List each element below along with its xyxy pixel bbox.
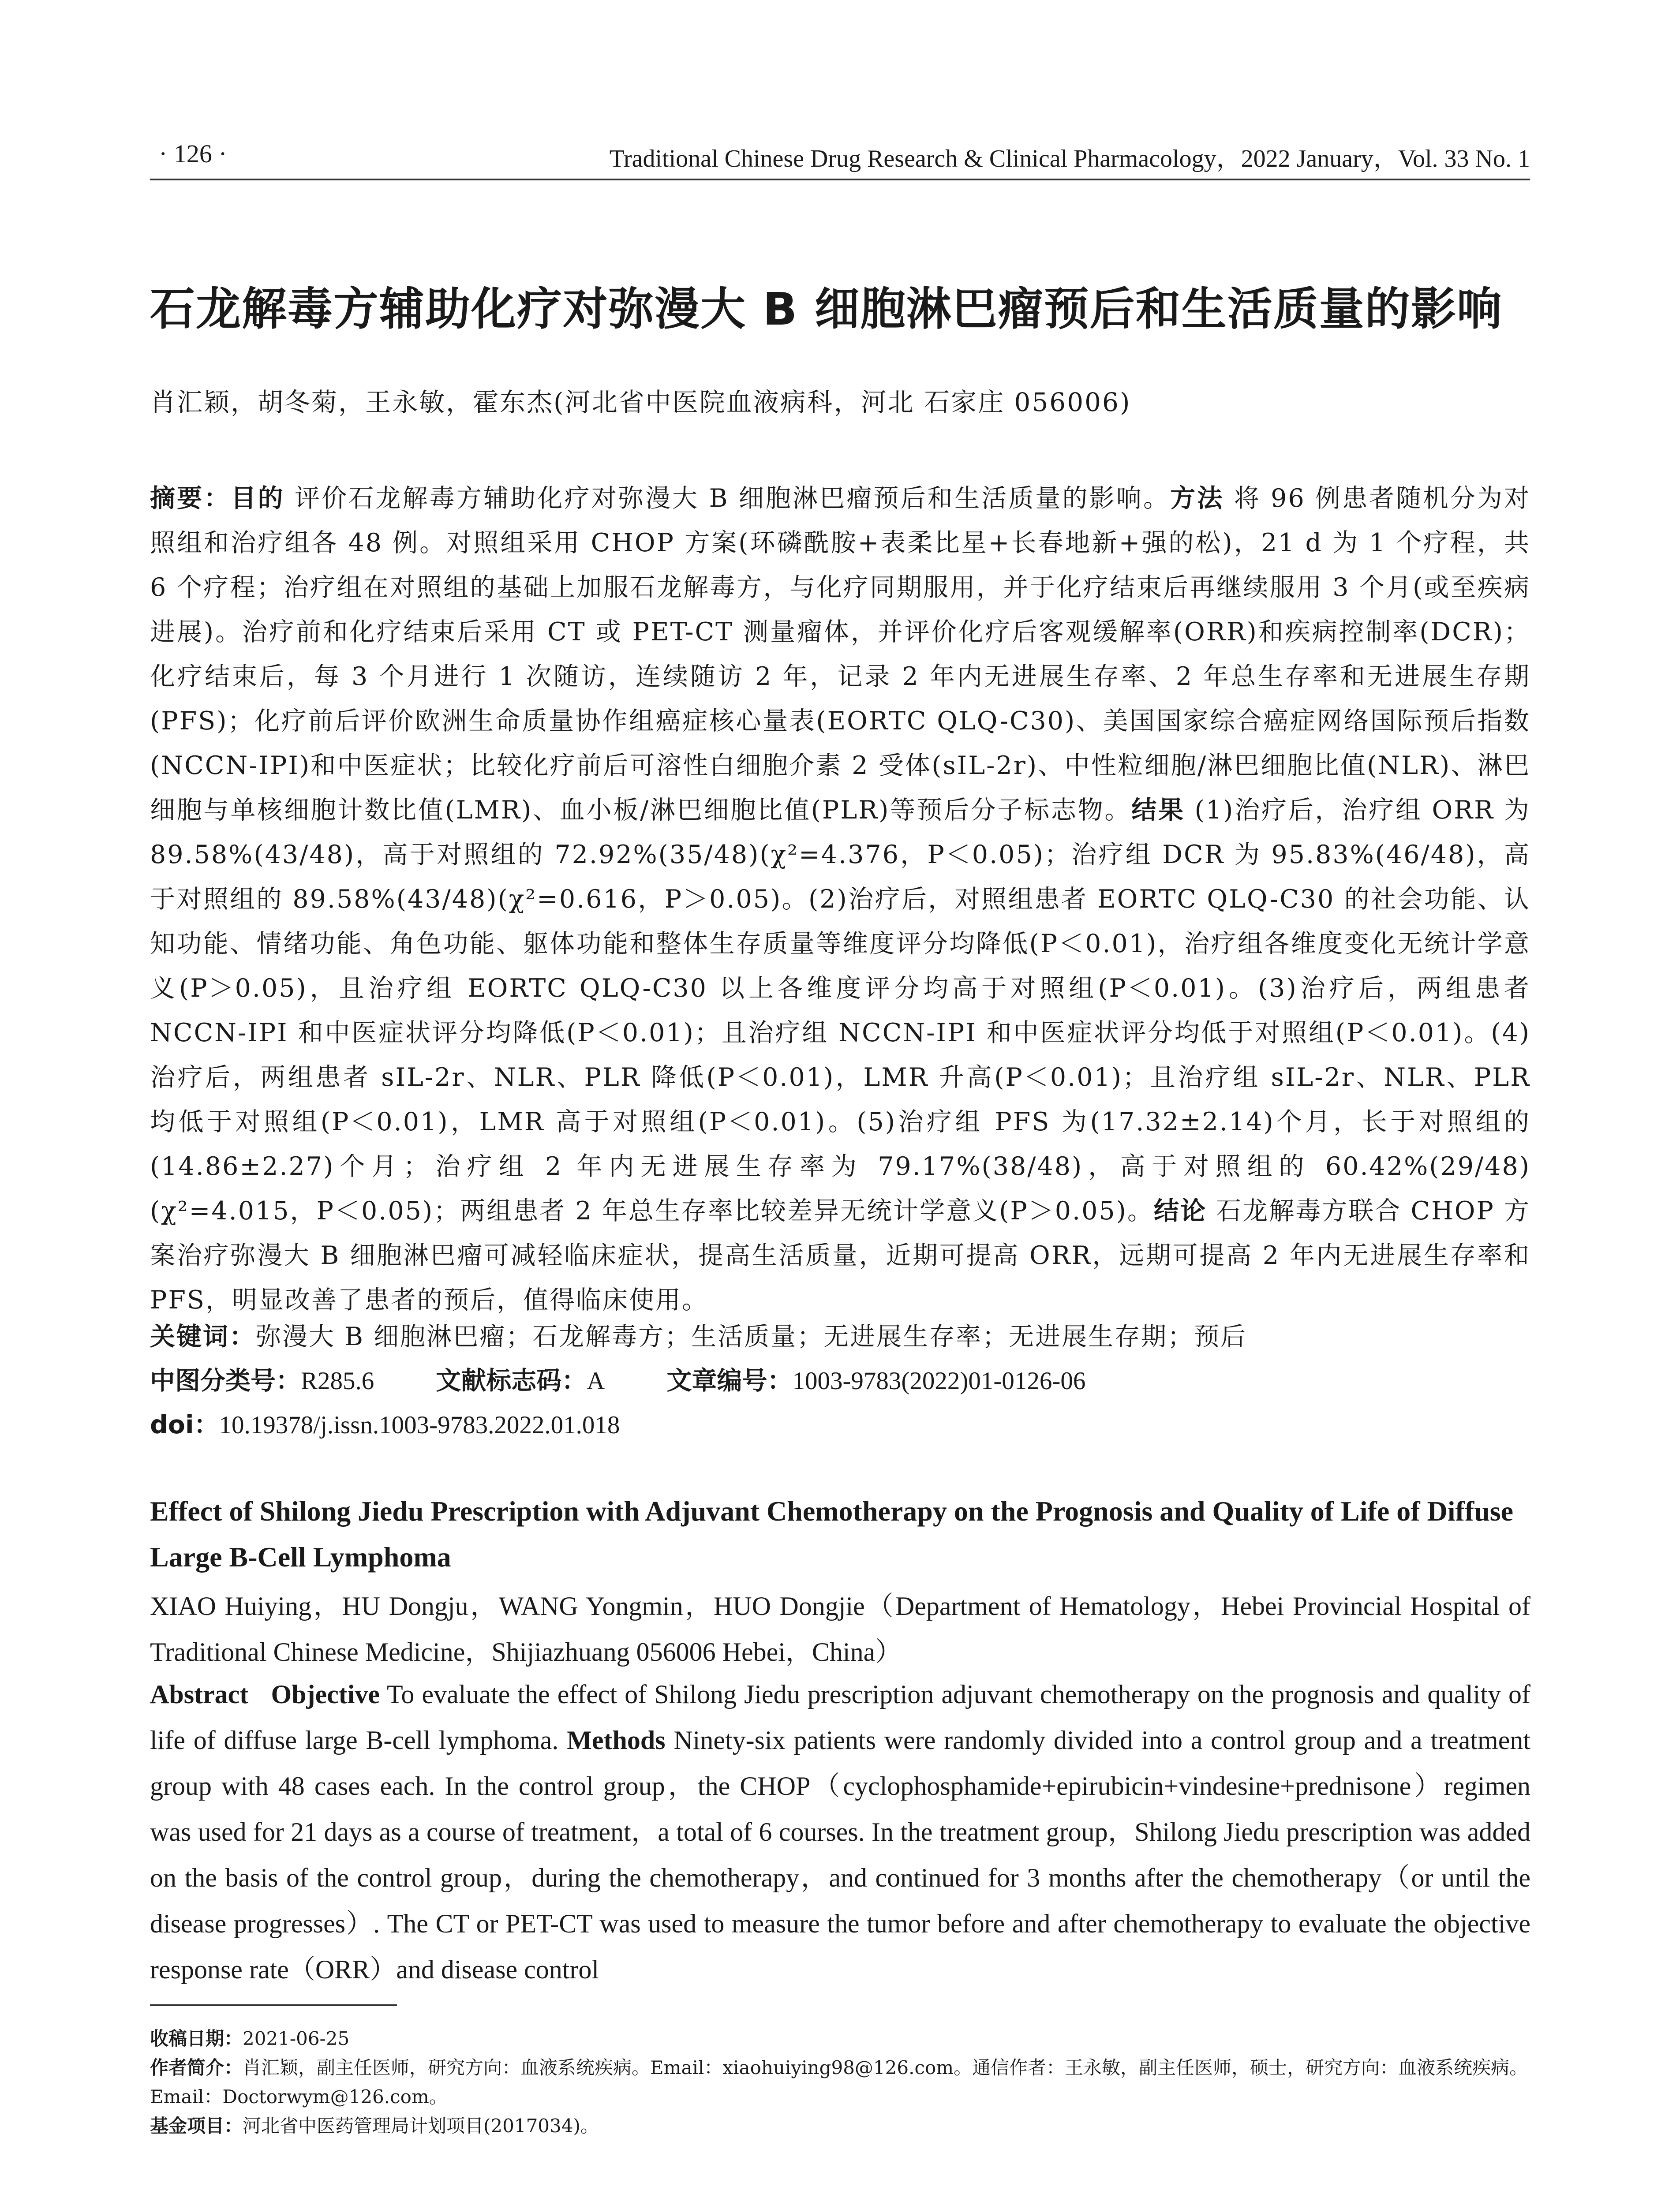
footnote-author <box>150 2053 1530 2112</box>
methods-label-en: Methods <box>567 1726 666 1755</box>
doc-code-label: 文献标志码： <box>436 1366 587 1395</box>
objective-text-cn: 评价石龙解毒方辅助化疗对弥漫大 B 细胞淋巴瘤预后和生活质量的影响。 <box>284 484 1171 513</box>
objective-label-cn: 目的 <box>231 484 285 513</box>
objective-text-en: To evaluate the effect of Shilong Jiedu prescription adjuvant chemotherapy on the prognosis and quality of life of diffuse large B-cell lymphoma. <box>150 1680 1531 1755</box>
footnote-divider <box>150 2004 397 2006</box>
methods-text-en: Ninety-six patients were randomly divided into a control group and a treatment group with 48 cases each. In the control group，the CHOP（cyclophosphamide+epirubicin+vindesine+prednisone）regimen was used for 21 days as a course of treatment，a total of 6 courses. In the treatment group，Shilong Jiedu prescription was added on the basis of the control group，during the chemotherapy，and continued for 3 months after the chemotherapy（or until the disease progresses）. The CT or PET-CT was used to measure the tumor before and after chemotherapy to evaluate the objective response rate（ORR）and disease control <box>150 1726 1531 1984</box>
chinese-title: 石龙解毒方辅助化疗对弥漫大 B 细胞淋巴瘤预后和生活质量的影响 <box>150 283 1503 336</box>
classification-line <box>150 1360 1085 1397</box>
objective-label-en: Objective <box>271 1680 380 1709</box>
page-number: · 126 · <box>159 139 227 168</box>
received-date: 2021-06-25 <box>243 2028 350 2049</box>
english-authors: XIAO Huiying，HU Dongju，WANG Yongmin，HUO Dongjie（Department of Hematology，Hebei Provincial Hospital of Traditional Chinese Medicine，Shijiazhuang 056006 Hebei，China） <box>150 1592 1530 1667</box>
clc-label: 中图分类号： <box>150 1366 301 1395</box>
journal-citation: Traditional Chinese Drug Research & Clinical Pharmacology，2022 January，Vol. 33 No. 1 <box>609 145 1530 172</box>
article-no-value: 1003-9783(2022)01-0126-06 <box>792 1367 1086 1395</box>
keywords-cn <box>150 1316 1247 1353</box>
results-text-cn: (1)治疗后，治疗组 ORR 为 89.58%(43/48)，高于对照组的 72.92%(35/48)(χ²=4.376，P＜0.05)；治疗组 DCR 为 95.83%(46/48)，高于对照组的 89.58%(43/48)(χ²=0.616，P＞0.05)。(2)治疗后，对照组患者 EORTC QLQ-C30 的社会功能、认知功能、情绪功能、角色功能、躯体功能和整体生存质量等维度评分均降低(P＜0.01)，治疗组各维度变化无统计学意义(P＞0.05)，且治疗组 EORTC QLQ-C30 以上各维度评分均高于对照组(P＜0.01)。(3)治疗后，两组患者 NCCN-IPI 和中医症状评分均降低(P＜0.01)；且治疗组 NCCN-IPI 和中医症状评分均低于对照组(P＜0.01)。(4)治疗后，两组患者 sIL-2r、NLR、PLR 降低(P＜0.01)，LMR 升高(P＜0.01)；且治疗组 sIL-2r、NLR、PLR 均低于对照组(P＜0.01)，LMR 高于对照组(P＜0.01)。(5)治疗组 PFS 为(17.32±2.14)个月，长于对照组的(14.86±2.27)个月；治疗组 2 年内无进展生存率为 79.17%(38/48)，高于对照组的 60.42%(29/48)(χ²=4.015，P＜0.05)；两组患者 2 年总生存率比较差异无统计学意义(P＞0.05)。 <box>150 796 1531 1226</box>
doi-label: doi： <box>150 1410 219 1439</box>
keywords-text: 弥漫大 B 细胞淋巴瘤；石龙解毒方；生活质量；无进展生存率；无进展生存期；预后 <box>256 1322 1247 1351</box>
footnote-fund <box>150 2112 1530 2141</box>
clc-value: R285.6 <box>301 1367 374 1395</box>
running-header <box>150 130 1530 180</box>
abstract-label-cn: 摘要： <box>150 484 231 513</box>
doi-value: 10.19378/j.issn.1003-9783.2022.01.018 <box>219 1411 620 1439</box>
methods-label-cn: 方法 <box>1170 484 1224 513</box>
keywords-label: 关键词： <box>150 1322 256 1351</box>
fund-info: 河北省中医药管理局计划项目(2017034)。 <box>243 2115 599 2137</box>
footnote-received <box>150 2024 1530 2053</box>
received-label: 收稿日期： <box>150 2028 243 2049</box>
chinese-abstract <box>150 476 1530 1323</box>
fund-label: 基金项目： <box>150 2115 243 2137</box>
conclusion-label-cn: 结论 <box>1153 1196 1207 1226</box>
doc-code-value: A <box>587 1367 605 1395</box>
doi-line <box>150 1405 620 1441</box>
methods-text-cn: 将 96 例患者随机分为对照组和治疗组各 48 例。对照组采用 CHOP 方案(环磷酰胺+表柔比星+长春地新+强的松)，21 d 为 1 个疗程，共 6 个疗程；治疗组在对照组的基础上加服石龙解毒方，与化疗同期服用，并于化疗结束后再继续服用 3 个月(或至疾病进展)。治疗前和化疗结束后采用 CT 或 PET-CT 测量瘤体，并评价化疗后客观缓解率(ORR)和疾病控制率(DCR)；化疗结束后，每 3 个月进行 1 次随访，连续随访 2 年，记录 2 年内无进展生存率、2 年总生存率和无进展生存期(PFS)；化疗前后评价欧洲生命质量协作组癌症核心量表(EORTC QLQ-C30)、美国国家综合癌症网络国际预后指数(NCCN-IPI)和中医症状；比较化疗前后可溶性白细胞介素 2 受体(sIL-2r)、中性粒细胞/淋巴细胞比值(NLR)、淋巴细胞与单核细胞计数比值(LMR)、血小板/淋巴细胞比值(PLR)等预后分子标志物。 <box>150 484 1531 825</box>
results-label-cn: 结果 <box>1131 796 1185 825</box>
footnotes <box>150 2024 1530 2141</box>
author-info-label: 作者简介： <box>150 2057 243 2078</box>
english-abstract <box>150 1671 1530 1992</box>
conclusion-text-cn: 石龙解毒方联合 CHOP 方案治疗弥漫大 B 细胞淋巴瘤可减轻临床症状，提高生活质量，近期可提高 ORR，远期可提高 2 年内无进展生存率和 PFS，明显改善了患者的预后，值得临床使用。 <box>150 1196 1530 1315</box>
abstract-label-en: Abstract <box>150 1680 249 1709</box>
chinese-authors: 肖汇颖，胡冬菊，王永敏，霍东杰(河北省中医院血液病科，河北 石家庄 056006) <box>150 387 1131 417</box>
english-title: Effect of Shilong Jiedu Prescription with Adjuvant Chemotherapy on the Prognosis and Quality of Life of Diffuse Large B-Cell Lymphoma <box>150 1495 1514 1573</box>
article-no-label: 文章编号： <box>666 1366 793 1395</box>
author-info: 肖汇颖，副主任医师，研究方向：血液系统疾病。Email：xiaohuiying98@126.com。通信作者：王永敏，副主任医师，硕士，研究方向：血液系统疾病。Email：Doctorwym@126.com。 <box>150 2057 1528 2108</box>
